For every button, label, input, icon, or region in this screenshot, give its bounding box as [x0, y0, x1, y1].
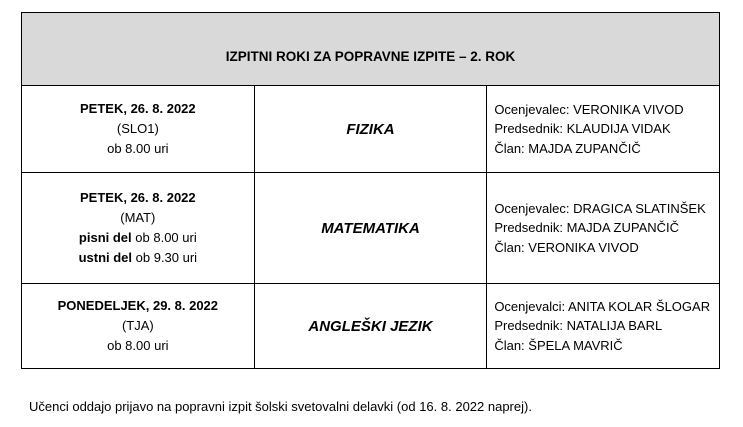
subject-cell: ANGLEŠKI JEZIK	[254, 284, 487, 369]
committee-member: Predsednik: KLAUDIJA VIDAK	[494, 121, 671, 137]
submission-note: Učenci oddajo prijavo na popravni izpit šolski svetovalni delavki (od 16. 8. 2022 naprej).	[29, 399, 532, 414]
committee-member: Član: ŠPELA MAVRIČ	[494, 337, 623, 353]
written-part-line	[22, 228, 254, 248]
exam-date: PETEK, 26. 8. 2022	[80, 190, 196, 205]
committee-cell	[487, 284, 720, 369]
committee-member: Predsednik: MAJDA ZUPANČIČ	[494, 220, 680, 236]
exam-date: PONEDELJEK, 29. 8. 2022	[57, 298, 219, 313]
exam-date: PETEK, 26. 8. 2022	[80, 101, 196, 116]
oral-part-line	[22, 248, 254, 268]
exam-schedule-table	[21, 12, 720, 369]
subject-cell: FIZIKA	[254, 86, 487, 173]
date-cell	[22, 86, 255, 173]
committee-member: Član: VERONIKA VIVOD	[494, 239, 639, 255]
exam-time: ob 8.00 uri	[107, 338, 169, 353]
written-time: ob 8.00 uri	[135, 230, 197, 245]
table-row	[22, 173, 720, 284]
table-row	[22, 284, 720, 369]
exam-code: (TJA)	[121, 318, 154, 333]
committee-member: Član: MAJDA ZUPANČIČ	[494, 140, 641, 156]
subject-cell: MATEMATIKA	[254, 173, 487, 284]
committee-member: Ocenjevalec: VERONIKA VIVOD	[494, 101, 684, 117]
exam-code: (SLO1)	[116, 121, 159, 136]
committee-member: Predsednik: NATALIJA BARL	[494, 318, 663, 334]
written-label: pisni del	[78, 230, 132, 245]
committee-cell	[487, 173, 720, 284]
committee-member: Ocenjevalci: ANITA KOLAR ŠLOGAR	[494, 298, 711, 314]
exam-time: ob 8.00 uri	[107, 141, 169, 156]
table-row	[22, 86, 720, 173]
oral-label: ustni del	[78, 250, 133, 265]
committee-cell	[487, 86, 720, 173]
exam-code: (MAT)	[120, 210, 156, 225]
committee-member: Ocenjevalec: DRAGICA SLATINŠEK	[494, 200, 706, 216]
table-title: IZPITNI ROKI ZA POPRAVNE IZPITE – 2. ROK	[22, 13, 720, 86]
date-cell	[22, 284, 255, 369]
oral-time: ob 9.30 uri	[135, 250, 198, 265]
date-cell	[22, 173, 255, 284]
